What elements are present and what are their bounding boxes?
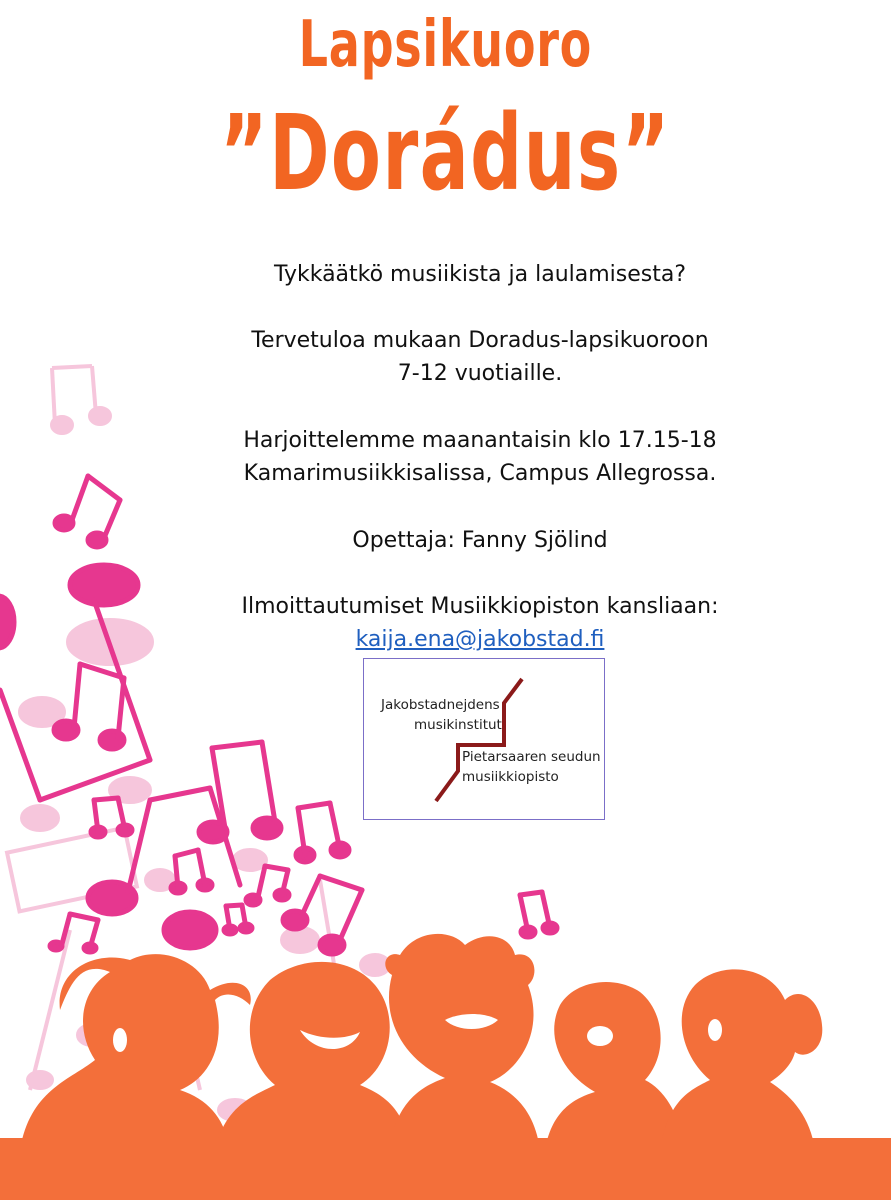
logo-text-4: musiikkiopisto bbox=[462, 769, 559, 785]
music-notes-illustration bbox=[0, 476, 557, 954]
practice-line-2: Kamarimusiikkisalissa, Campus Allegrossa. bbox=[243, 461, 717, 486]
poster-title: ”Dorádus” bbox=[219, 92, 671, 214]
poster-subtitle: Lapsikuoro bbox=[298, 8, 593, 82]
children-silhouettes-illustration bbox=[20, 934, 822, 1150]
teacher-text: Opettaja: Fanny Sjölind bbox=[352, 528, 608, 553]
signup-text: Ilmoittautumiset Musiikkiopiston kansliaan: bbox=[241, 594, 719, 619]
invite-line-1: Tervetuloa mukaan Doradus-lapsikuoroon bbox=[251, 328, 709, 353]
bottom-banner bbox=[0, 1138, 891, 1200]
practice-line-1: Harjoittelemme maanantaisin klo 17.15-18 bbox=[243, 428, 717, 453]
logo-text-1: Jakobstadnejdens bbox=[381, 697, 500, 713]
question-text: Tykkäätkö musiikista ja laulamisesta? bbox=[273, 262, 687, 287]
email-link[interactable]: kaija.ena@jakobstad.fi bbox=[355, 627, 605, 652]
logo-text-2: musikinstitut bbox=[414, 717, 502, 733]
logo-text-3: Pietarsaaren seudun bbox=[462, 749, 601, 765]
invite-line-2: 7-12 vuotiaille. bbox=[397, 361, 563, 386]
faded-notes-illustration bbox=[7, 366, 454, 1120]
